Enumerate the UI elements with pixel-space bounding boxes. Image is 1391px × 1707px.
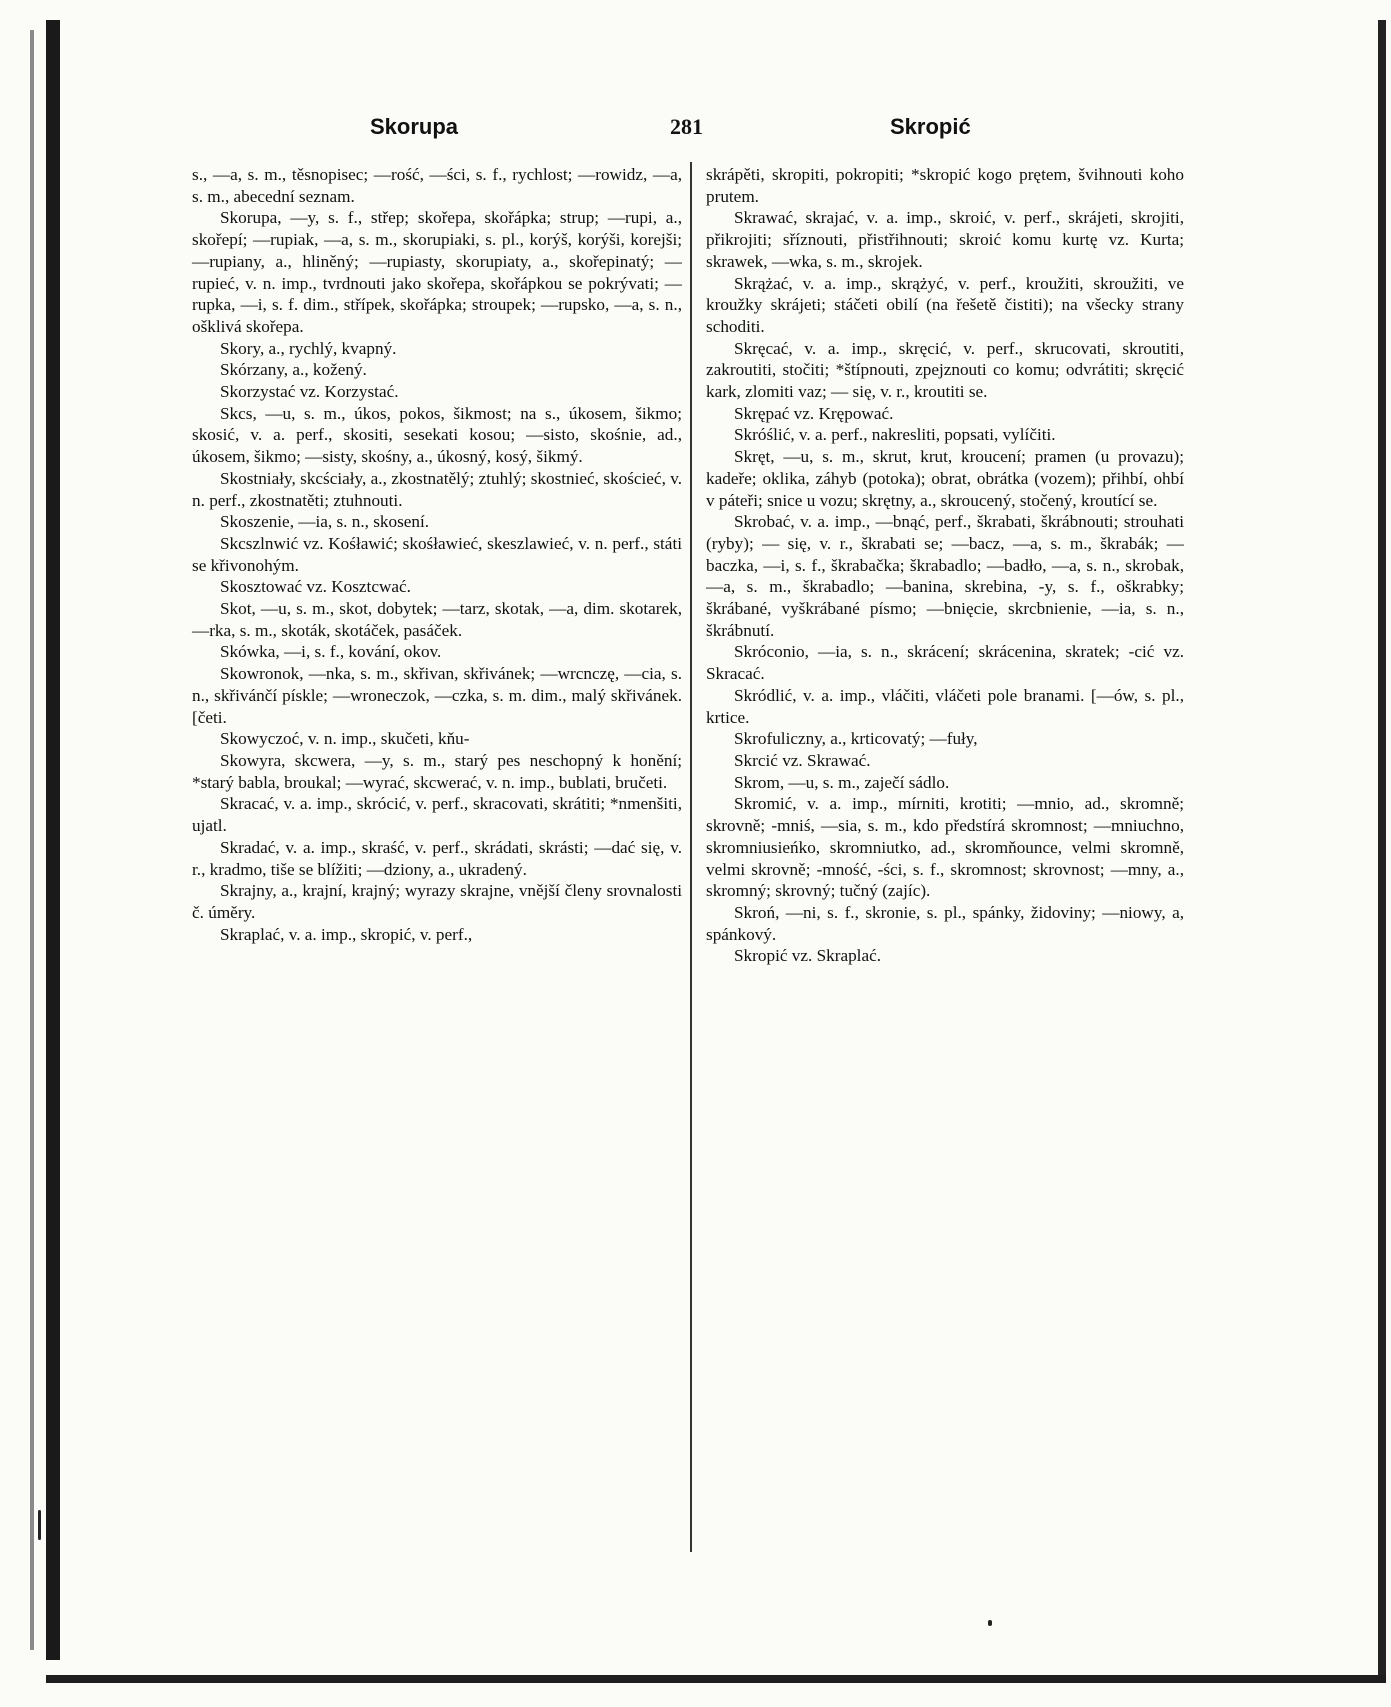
entry: skrápěti, skropiti, pokropiti; *skropić kogo prętem, švihnouti koho prutem. <box>706 165 1184 206</box>
scan-edge-right <box>1378 20 1386 1680</box>
entry: Skrążać, v. a. imp., skrążyć, v. perf., kroužiti, skroužiti, ve kroužky skrájeti; stáčeti obilí (na řešetě čistiti); na všecky strany schoditi. <box>706 273 1184 336</box>
entry: Skróślić, v. a. perf., nakresliti, popsati, vylíčiti. <box>734 425 1056 445</box>
entry: Skowyczoć, v. n. imp., skučeti, kňu- <box>220 729 470 749</box>
entry: Skropić vz. Skraplać. <box>734 946 882 966</box>
scan-edge-left-shadow <box>30 30 34 1650</box>
entry: Skorupa, —y, s. f., střep; skořepa, skořápka; strup; —rupi, a., skořepí; —rupiak, —a, s. m., skorupiaki, s. pl., korýš, korýši, korejši; —rupiany, a., hliněný; —rupiasty, skorupiaty, a., skořepinatý; —rupieć, v. n. imp., tvrdnouti jako skořepa, skořápkou se pokrývati; —rupka, —i, s. f. dim., střípek, skořápka; stroupek; —rupsko, —a, s. n., ošklivá skořepa. <box>192 208 682 336</box>
entry: Skrobać, v. a. imp., —bnąć, perf., škrabati, škrábnouti; strouhati (ryby); — się, v. r., škrabati se; —bacz, —a, s. m., škrabák; —baczka, —i, s. f., škrabačka; škrabadlo; —badło, —a, s. n., skrobak, —a, s. m., škrabadlo; —banina, skrebina, -y, s. f., oškrabky; škrábané, vyškrábané písmo; —bnięcie, skrcbnienie, —ia, s. n., škrábnutí. <box>706 512 1184 640</box>
entry: Skosztować vz. Kosztcwać. <box>220 577 411 597</box>
entry: Skraplać, v. a. imp., skropić, v. perf., <box>220 924 473 944</box>
entry: Skowyra, skcwera, —y, s. m., starý pes neschopný k honění; *starý babla, broukal; —wyrać, skcwerać, v. n. imp., bublati, bručeti. <box>192 750 682 792</box>
entry: Skroń, —ni, s. f., skronie, s. pl., spánky, židoviny; —niowy, a, spánkový. <box>706 902 1184 944</box>
entry: Skcszlnwić vz. Kośławić; skośławieć, skeszlawieć, v. n. perf., státi se křivonohým. <box>192 533 682 575</box>
entry: Skrajny, a., krajní, krajný; wyrazy skrajne, vnější členy srovnalosti č. úměry. <box>192 881 682 922</box>
scan-edge-bottom <box>46 1675 1386 1683</box>
header-left-guideword: Skorupa <box>370 114 459 139</box>
entry: Skracać, v. a. imp., skrócić, v. perf., skracovati, skrátiti; *nmenšiti, ujatl. <box>192 794 682 836</box>
entry: s., —a, s. m., těsnopisec; —rość, —ści, s. f., rychlost; —rowidz, —a, s. m., abecední seznam. <box>192 165 682 206</box>
entry: Skoszenie, —ia, s. n., skosení. <box>220 512 430 532</box>
entry: Skostniały, skcściały, a., zkostnatělý; ztuhlý; skostnieć, skościeć, v. n. perf., zkostnatěti; ztuhnouti. <box>192 468 682 510</box>
entry: Skrępać vz. Krępować. <box>734 403 894 423</box>
entry: Skórzany, a., kožený. <box>220 360 367 380</box>
scan-speck <box>38 1510 41 1540</box>
entry: Skrom, —u, s. m., zaječí sádlo. <box>734 772 950 792</box>
entry: Skcs, —u, s. m., úkos, pokos, šikmost; na s., úkosem, šikmo; skosić, v. a. perf., skositi, sesekati kosou; —sisto, skośnie, ad., úkosem, šikmo; —sisty, skośny, a., úkosný, kosý, šikmý. <box>192 403 682 467</box>
entry: Skot, —u, s. m., skot, dobytek; —tarz, skotak, —a, dim. skotarek, —rka, s. m., skoták, skotáček, pasáček. <box>192 599 682 640</box>
entry: Skory, a., rychlý, kvapný. <box>220 338 397 358</box>
scan-edge-left <box>46 20 60 1660</box>
column-divider <box>690 162 692 1552</box>
entry: Skródlić, v. a. imp., vláčiti, vláčeti pole branami. [—ów, s. pl., krtice. <box>706 685 1184 727</box>
scan-speck <box>988 1620 992 1626</box>
entry: Skrawać, skrajać, v. a. imp., skroić, v. perf., skrájeti, skrojiti, přikrojiti; sříznouti, přistřihnouti; skroić komu kurtę vz. Kurta; skrawek, —wka, s. m., skrojek. <box>706 208 1184 271</box>
page-header <box>190 108 1195 148</box>
entry: Skowronok, —nka, s. m., skřivan, skřivánek; —wrcnczę, —cia, s. n., skřivánčí pískle; —wroneczok, —czka, s. m. dim., malý skřivánek. [četi. <box>192 664 682 727</box>
entry: Skrcić vz. Skrawać. <box>734 750 871 770</box>
left-column <box>192 164 682 945</box>
entry: Skręcać, v. a. imp., skręcić, v. perf., skrucovati, skroutiti, zakroutiti, stočiti; *štípnouti, zpejznouti co komu; odvrátiti; skręcić kark, zlomiti vaz; — się, v. r., kroutiti se. <box>706 338 1184 402</box>
page-number: 281 <box>670 114 703 139</box>
entry: Skradać, v. a. imp., skraść, v. perf., skrádati, skrásti; —dać się, v. r., kradmo, tiše se blížiti; —dziony, a., ukradený. <box>192 837 682 879</box>
entry: Skróconio, —ia, s. n., skrácení; skrácenina, skratek; -cić vz. Skracać. <box>706 642 1184 684</box>
entry: Skromić, v. a. imp., mírniti, krotiti; —mnio, ad., skromně; skrovně; -mniś, —sia, s. m., kdo předstírá skromnost; —mniuchno, skromniusieńko, skromniutko, ad., skromňounce, velmi skromně, velmi skrovně; -mność, -ści, s. f., skromnost; skrovnost; —mny, a., skromný; skrovný; tučný (zajíc). <box>706 794 1184 901</box>
entry: Skówka, —i, s. f., kování, okov. <box>220 642 442 662</box>
entry: Skorzystać vz. Korzystać. <box>220 382 399 402</box>
header-right-guideword: Skropić <box>890 114 971 139</box>
entry: Skrofuliczny, a., krticovatý; —fuły, <box>734 729 978 749</box>
entry: Skręt, —u, s. m., skrut, krut, kroucení; pramen (u provazu); kadeře; oklika, záhyb (potoka); obrat, obrátka (vozem); přihbí, ohbí v páteři; snice u vozu; skrętny, a., skroucený, stočený, kroutící se. <box>706 447 1184 510</box>
right-column <box>706 164 1184 967</box>
